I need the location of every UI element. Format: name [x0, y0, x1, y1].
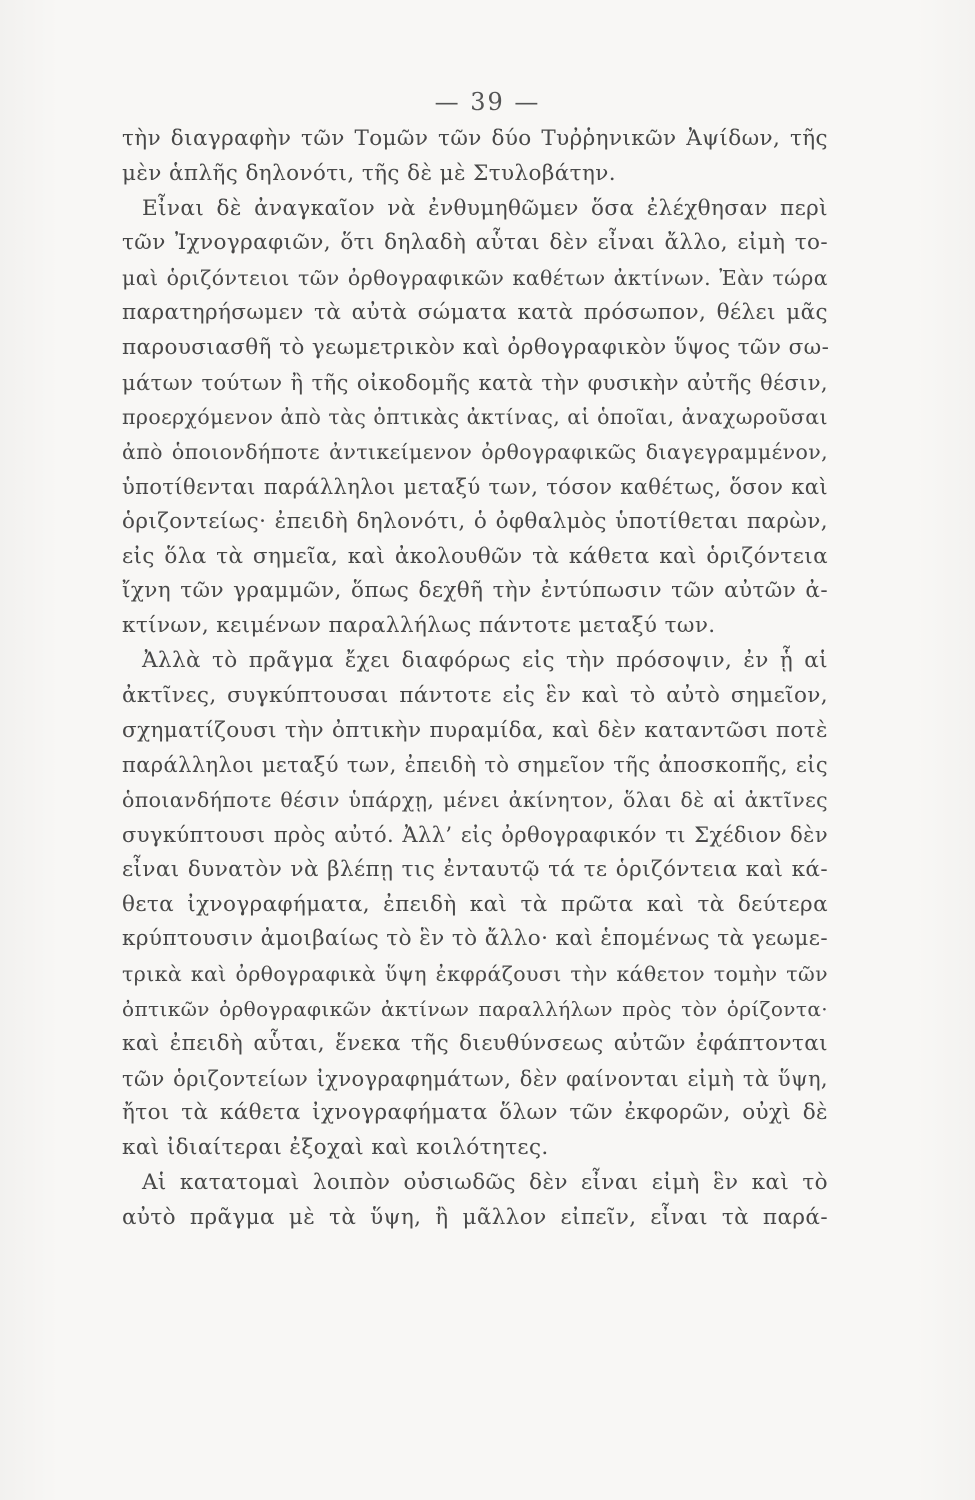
text-line: ἤτοι τὰ κάθετα ἰχνογραφήματα ὅλων τῶν ἐκφορῶν, οὐχὶ δὲ [122, 1100, 828, 1126]
text-line: ὁποιανδήποτε θέσιν ὑπάρχῃ, μένει ἀκίνητον, ὅλαι δὲ αἱ ἀκτῖνες [122, 788, 828, 813]
text-line: τρικὰ καὶ ὀρθογραφικὰ ὕψη ἐκφράζουσι τὴν κάθετον τομὴν τῶν [122, 962, 828, 987]
text-line: ἀκτῖνες, συγκύπτουσαι πάντοτε εἰς ἓν καὶ τὸ αὐτὸ σημεῖον, [122, 682, 828, 708]
text-line: εἰς ὅλα τὰ σημεῖα, καὶ ἀκολουθῶν τὰ κάθετα καὶ ὁριζόντεια [122, 543, 828, 569]
page-number: — 39 — [434, 88, 541, 116]
text-line: ὀπτικῶν ὀρθογραφικῶν ἀκτίνων παραλλήλων πρὸς τὸν ὁρίζοντα· [122, 996, 828, 1021]
text-line: μαὶ ὁριζόντειοι τῶν ὀρθογραφικῶν καθέτων ἀκτίνων. Ἐὰν τώρα [122, 266, 828, 291]
text-line: παρατηρήσωμεν τὰ αὐτὰ σώματα κατὰ πρόσωπον, θέλει μᾶς [122, 299, 828, 325]
text-line: κτίνων, κειμένων παραλλήλως πάντοτε μεταξύ των. [122, 613, 716, 639]
text-line: τῶν Ἰχνογραφιῶν, ὅτι δηλαδὴ αὗται δὲν εἶναι ἄλλο, εἰμὴ το- [122, 230, 828, 256]
text-line: ἴχνη τῶν γραμμῶν, ὅπως δεχθῆ τὴν ἐντύπωσιν τῶν αὐτῶν ἀ- [122, 578, 828, 604]
text-line: ὑποτίθενται παράλληλοι μεταξύ των, τόσον καθέτως, ὅσον καὶ [122, 474, 828, 499]
text-line: παράλληλοι μεταξύ των, ἐπειδὴ τὸ σημεῖον τῆς ἀποσκοπῆς, εἰς [122, 753, 828, 778]
text-line: Αἱ κατατομαὶ λοιπὸν οὐσιωδῶς δὲν εἶναι εἰμὴ ἓν καὶ τὸ [142, 1169, 828, 1195]
text-line: παρουσιασθῆ τὸ γεωμετρικὸν καὶ ὀρθογραφικὸν ὕψος τῶν σω- [122, 334, 830, 360]
text-line: συγκύπτουσι πρὸς αὐτό. Ἀλλ’ εἰς ὀρθογραφικόν τι Σχέδιον δὲν [122, 822, 828, 847]
body-text [122, 122, 828, 1236]
text-line: Ἀλλὰ τὸ πρᾶγμα ἔχει διαφόρως εἰς τὴν πρόσοψιν, ἐν ᾗ αἱ [142, 647, 828, 673]
text-line: κρύπτουσιν ἀμοιβαίως τὸ ἓν τὸ ἄλλο· καὶ ἑπομένως τὰ γεωμε- [122, 926, 828, 952]
text-line: μὲν ἁπλῆς δηλονότι, τῆς δὲ μὲ Στυλοβάτην. [122, 160, 616, 186]
text-line: Εἶναι δὲ ἀναγκαῖον νὰ ἐνθυμηθῶμεν ὅσα ἐλέχθησαν περὶ [142, 195, 828, 221]
text-line: ἀπὸ ὁποιονδήποτε ἀντικείμενον ὀρθογραφικῶς διαγεγραμμένον, [122, 440, 828, 465]
text-line: τὴν διαγραφὴν τῶν Τομῶν τῶν δύο Τυῤῥηνικῶν Ἀψίδων, τῆς [122, 126, 828, 151]
text-line: θετα ἰχνογραφήματα, ἐπειδὴ καὶ τὰ πρῶτα καὶ τὰ δεύτερα [122, 891, 828, 917]
text-line: προερχόμενον ἀπὸ τὰς ὀπτικὰς ἀκτίνας, αἱ ὁποῖαι, ἀναχωροῦσαι [122, 405, 828, 430]
text-line: καὶ ἰδιαίτεραι ἐξοχαὶ καὶ κοιλότητες. [122, 1135, 549, 1161]
text-line: αὐτὸ πρᾶγμα μὲ τὰ ὕψη, ἢ μᾶλλον εἰπεῖν, εἶναι τὰ παρά- [122, 1204, 828, 1230]
text-line: εἶναι δυνατὸν νὰ βλέπῃ τις ἐνταυτῷ τά τε ὁριζόντεια καὶ κά- [122, 856, 828, 882]
text-line: μάτων τούτων ἢ τῆς οἰκοδομῆς κατὰ τὴν φυσικὴν αὐτῆς θέσιν, [122, 370, 828, 395]
text-line: σχηματίζουσι τὴν ὀπτικὴν πυραμίδα, καὶ δὲν καταντῶσι ποτὲ [122, 717, 828, 743]
text-line: τῶν ὁριζοντείων ἰχνογραφημάτων, δὲν φαίνονται εἰμὴ τὰ ὕψη, [122, 1066, 828, 1091]
text-line: ὁριζοντείως· ἐπειδὴ δηλονότι, ὁ ὀφθαλμὸς ὑποτίθεται παρὼν, [122, 508, 828, 534]
text-line: καὶ ἐπειδὴ αὗται, ἕνεκα τῆς διευθύνσεως αὐτῶν ἐφάπτονται [122, 1030, 828, 1056]
